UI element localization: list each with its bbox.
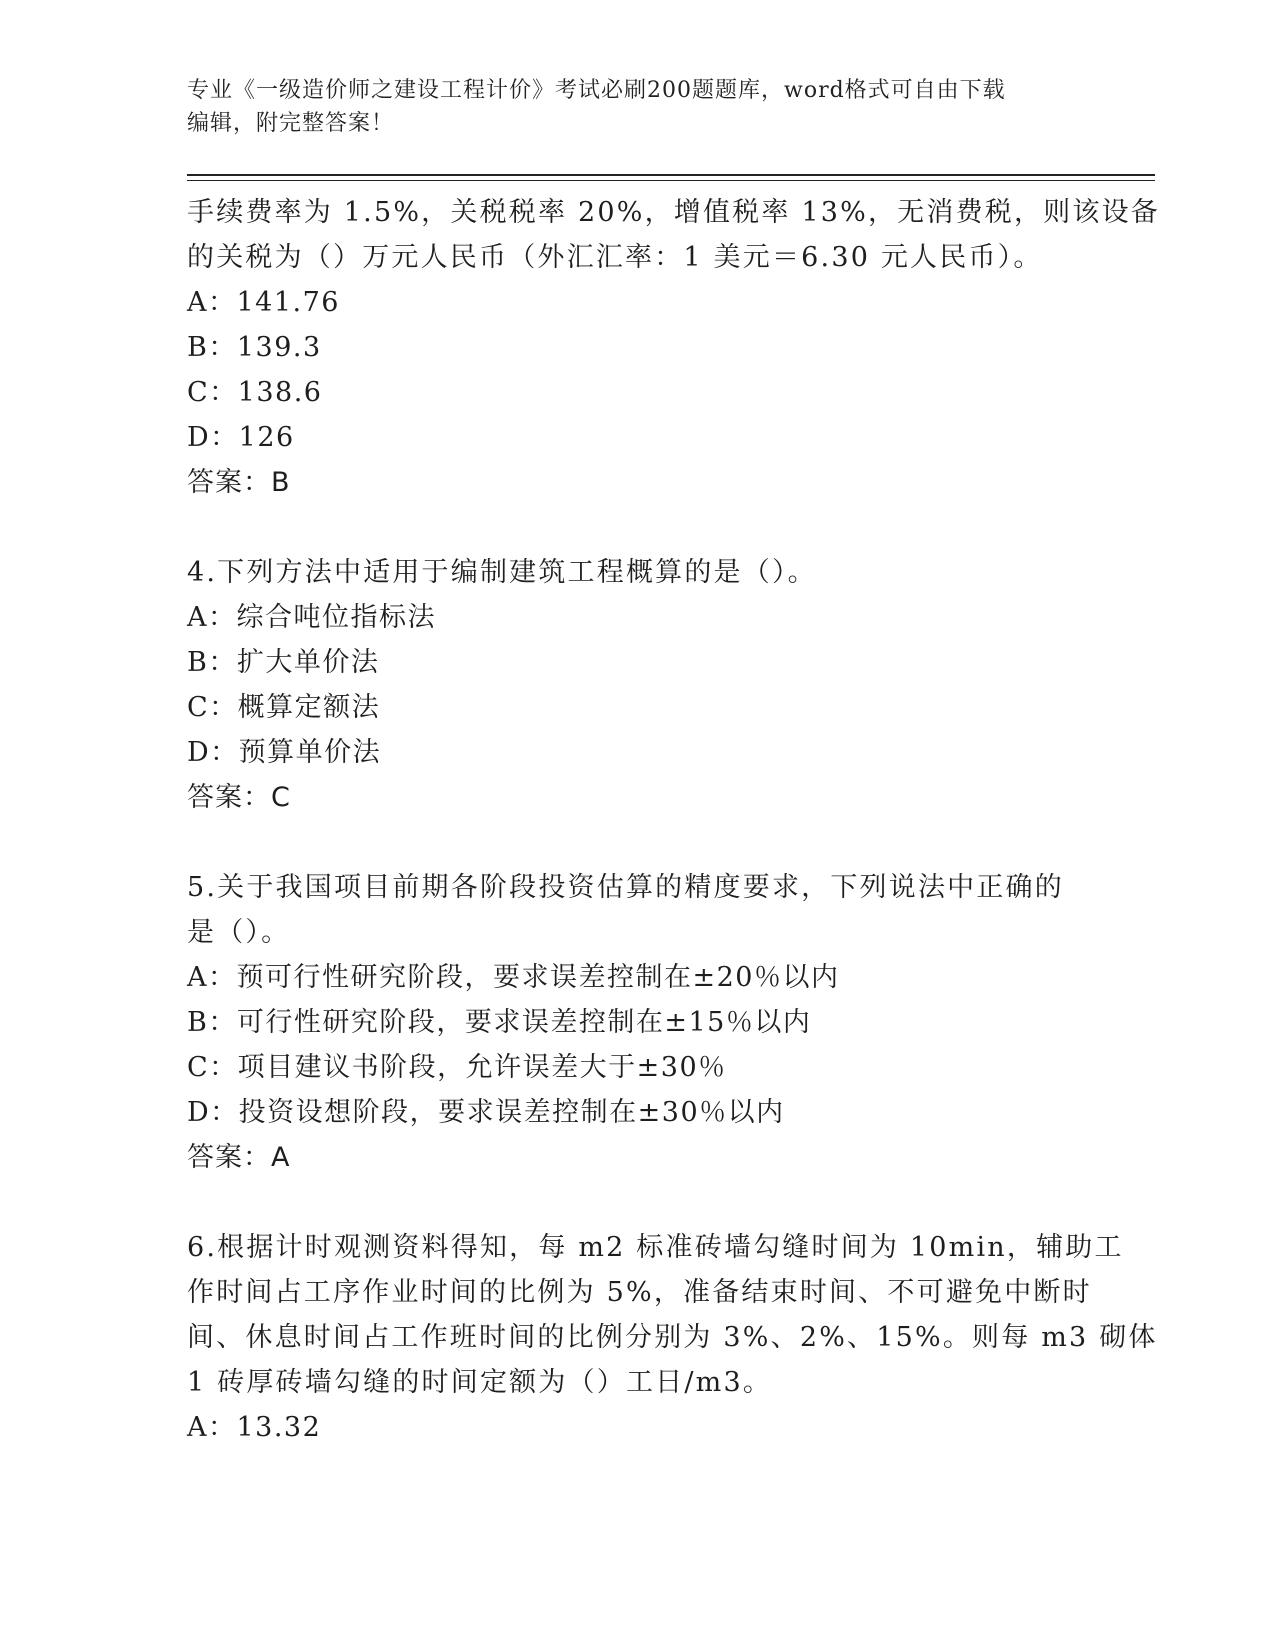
question-stem-line: 1 砖厚砖墙勾缝的时间定额为（）工日/m3。 — [187, 1367, 773, 1398]
header-rule-thick — [187, 174, 1155, 176]
option-a: A：预可行性研究阶段，要求误差控制在±20％以内 — [187, 962, 840, 993]
question-stem-line: 的关税为（）万元人民币（外汇汇率：1 美元＝6.30 元人民币）。 — [187, 242, 1043, 273]
question-6 — [187, 1225, 1158, 1450]
header-line-2: 编辑，附完整答案！ — [187, 111, 395, 136]
option-d: D：预算单价法 — [187, 737, 382, 768]
question-3-continued — [187, 190, 1160, 505]
answer: 答案：C — [187, 782, 291, 813]
question-list — [187, 190, 1160, 1450]
question-stem-line: 6.根据计时观测资料得知，每 m2 标准砖墙勾缝时间为 10min，辅助工 — [187, 1232, 1124, 1263]
document-header — [187, 74, 1067, 140]
question-4 — [187, 550, 1087, 820]
question-stem-line: 手续费率为 1.5%，关税税率 20%，增值税率 13%，无消费税，则该设备 — [187, 197, 1160, 228]
question-stem-line: 5.关于我国项目前期各阶段投资估算的精度要求，下列说法中正确的 — [187, 872, 1064, 903]
option-b: B：扩大单价法 — [187, 647, 380, 678]
header-rule-thin — [187, 180, 1155, 181]
option-a: A：141.76 — [187, 287, 340, 318]
question-stem-line: 间、休息时间占工作班时间的比例分别为 3%、2%、15%。则每 m3 砌体 — [187, 1322, 1158, 1353]
option-b: B：可行性研究阶段，要求误差控制在±15％以内 — [187, 1007, 812, 1038]
option-a: A：综合吨位指标法 — [187, 602, 436, 633]
option-c: C：138.6 — [187, 377, 323, 408]
option-c: C：项目建议书阶段，允许误差大于±30％ — [187, 1052, 727, 1083]
option-a: A：13.32 — [187, 1412, 322, 1443]
question-5 — [187, 865, 1087, 1180]
answer: 答案：A — [187, 1142, 291, 1173]
header-line-1: 专业《一级造价师之建设工程计价》考试必刷200题题库，word格式可自由下载 — [187, 78, 1006, 103]
question-stem-line: 是（）。 — [187, 917, 291, 948]
option-d: D：126 — [187, 422, 295, 453]
option-c: C：概算定额法 — [187, 692, 381, 723]
question-stem-line: 4.下列方法中适用于编制建筑工程概算的是（）。 — [187, 557, 817, 588]
answer: 答案：B — [187, 467, 291, 498]
option-b: B：139.3 — [187, 332, 322, 363]
option-d: D：投资设想阶段，要求误差控制在±30％以内 — [187, 1097, 785, 1128]
question-stem-line: 作时间占工序作业时间的比例为 5%，准备结束时间、不可避免中断时 — [187, 1277, 1092, 1308]
